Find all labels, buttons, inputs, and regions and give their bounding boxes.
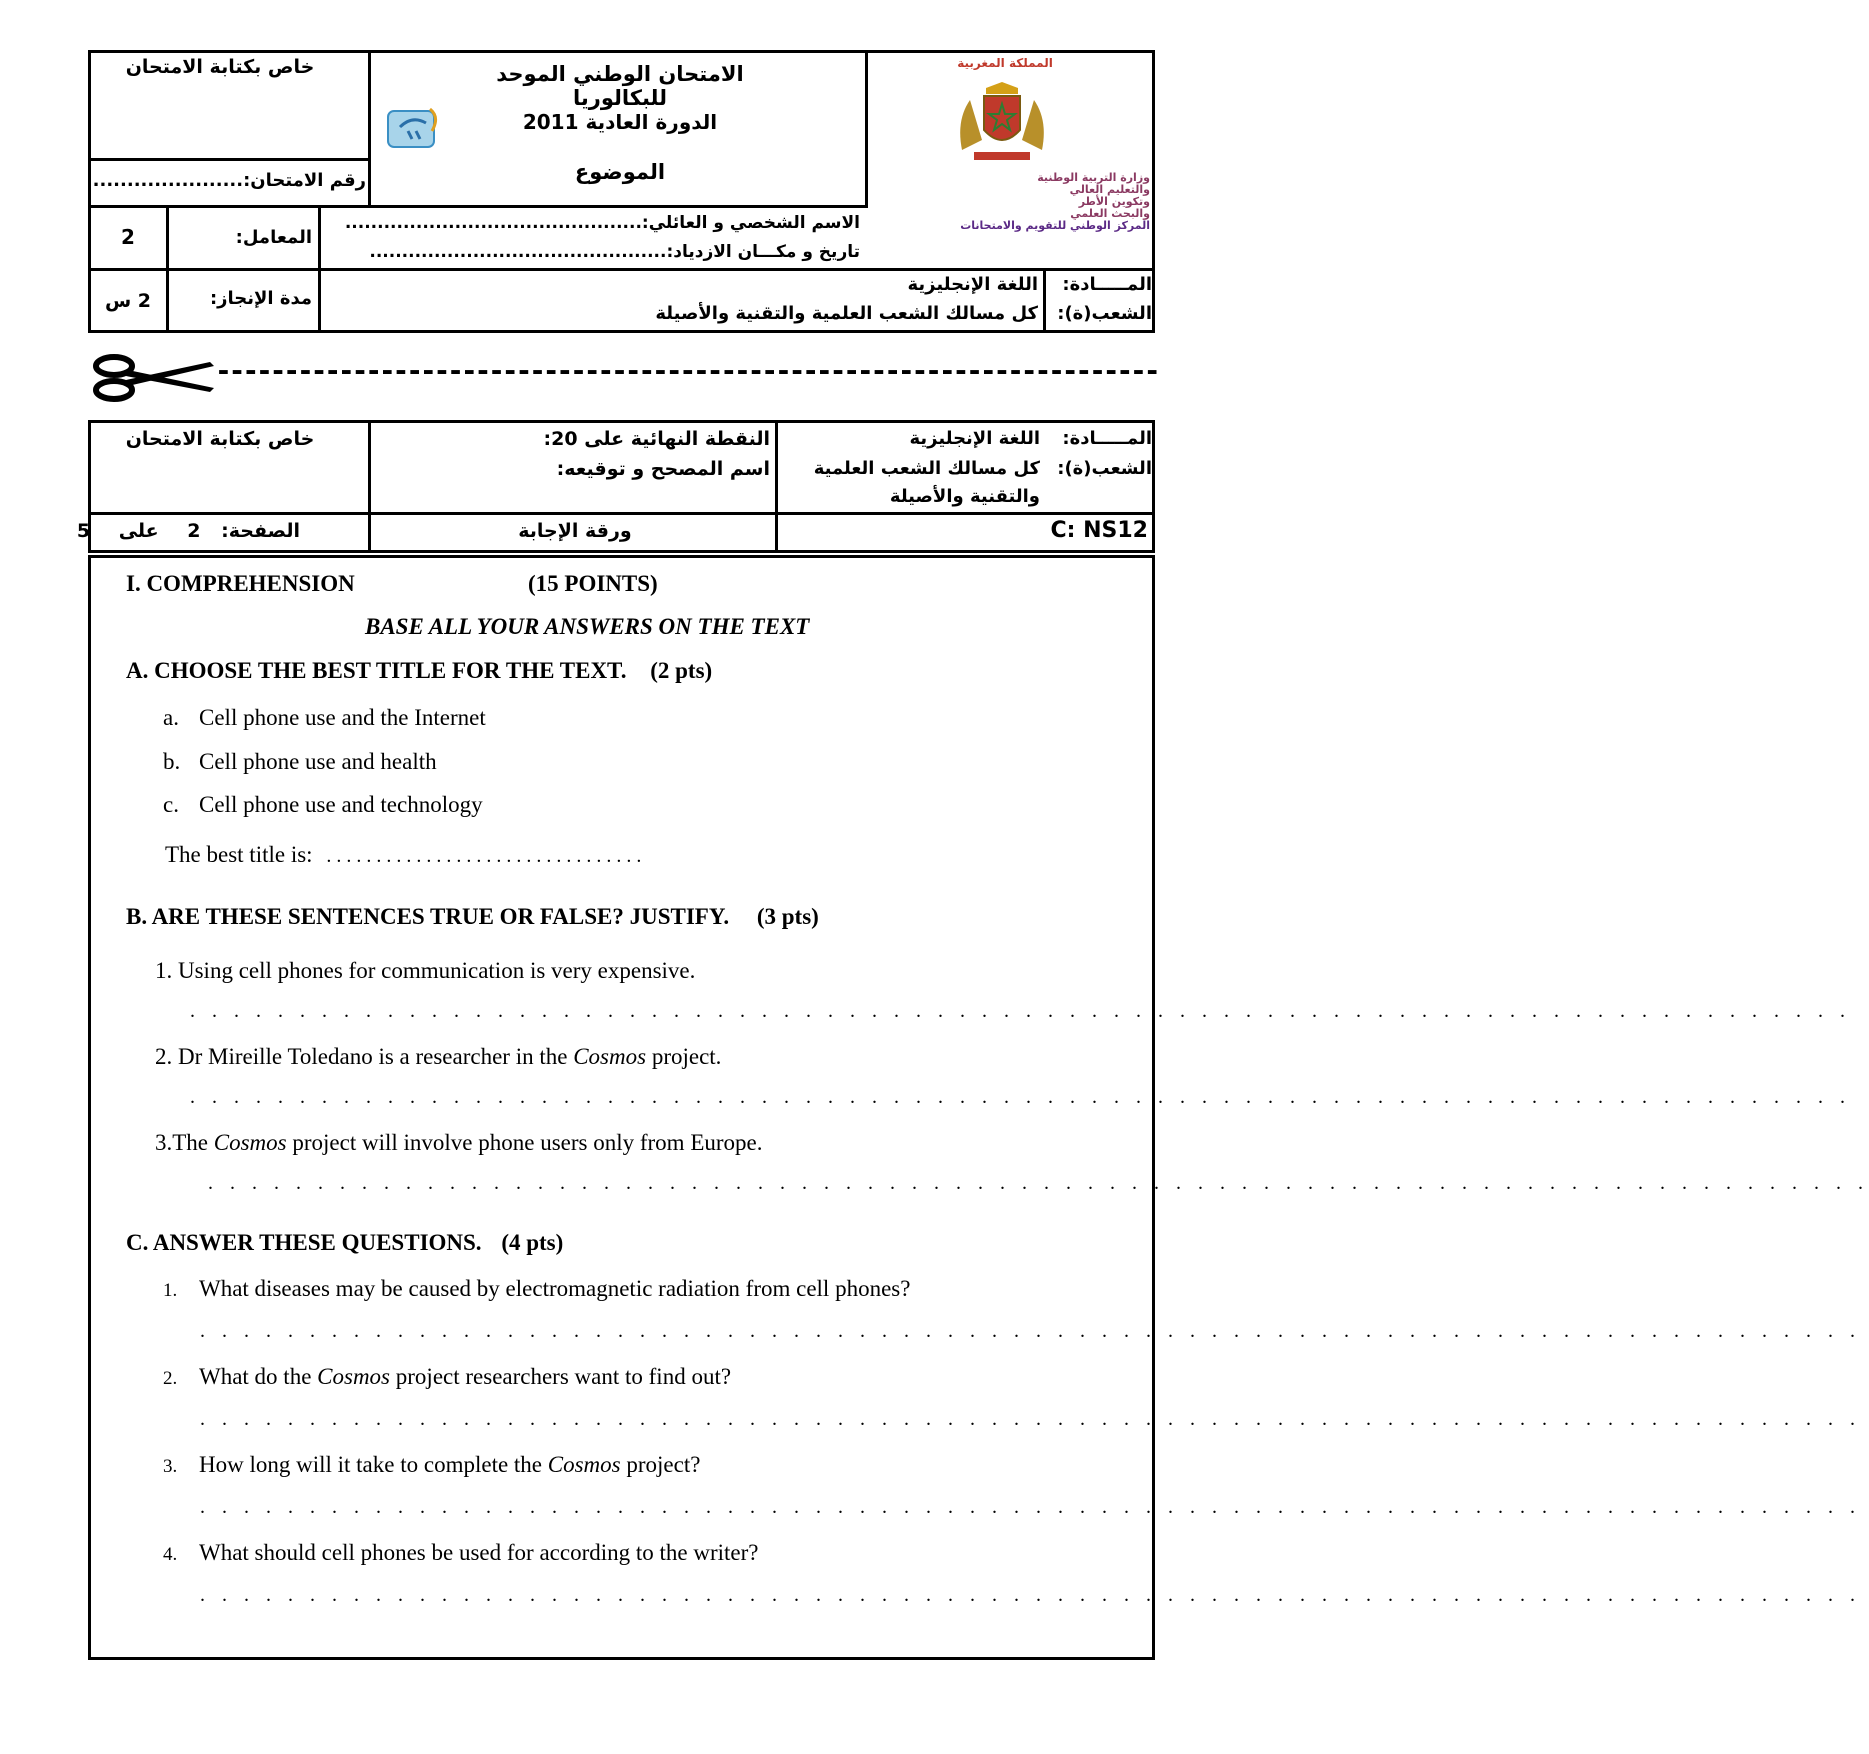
question-2 xyxy=(163,1364,731,1390)
question-em-3: Cosmos xyxy=(547,1452,621,1477)
tf-answer-line-1[interactable]: . . . . . . . . . . . . . . . . . . . . . . . . . . . . . . . . . . . . . . . . . . . . . . . . . . . . . . . . . . . . . . . . . . . . . . . . . . . . xyxy=(190,1000,1851,1022)
exam-number-field: رقم الامتحان:...................... xyxy=(92,170,366,191)
question-answer-line-2[interactable]: . . . . . . . . . . . . . . . . . . . . . . . . . . . . . . . . . . . . . . . . . . . . . . . . . . . . . . . . . . . . . . . . . . . . . . . . . . . . xyxy=(200,1408,1861,1430)
question-num-1: 1. xyxy=(163,1280,178,1301)
tf-em-2: Cosmos xyxy=(573,1044,647,1069)
subject-label: المـــــادة: xyxy=(1062,274,1152,295)
coefficient-value: 2 xyxy=(121,225,135,249)
part-c-title xyxy=(126,1230,563,1256)
best-title-prompt: The best title is: xyxy=(165,842,313,867)
part-a-points: (2 pts) xyxy=(650,658,713,683)
kingdom-label: المملكة المغربية xyxy=(957,56,1053,70)
question-num-4: 4. xyxy=(163,1544,178,1565)
tf-statement-1 xyxy=(155,958,695,984)
coefficient-label: المعامل: xyxy=(235,227,312,248)
exam-title: الامتحان الوطني الموحد للبكالوريا xyxy=(496,62,744,110)
instruction: BASE ALL YOUR ANSWERS ON THE TEXT xyxy=(365,614,810,639)
tf-num-1: 1. xyxy=(155,958,173,983)
part-b-points: (3 pts) xyxy=(756,904,819,929)
question-answer-line-3[interactable]: . . . . . . . . . . . . . . . . . . . . . . . . . . . . . . . . . . . . . . . . . . . . . . . . . . . . . . . . . . . . . . . . . . . . . . . . . . . . xyxy=(200,1496,1861,1518)
tf-num-3: 3. xyxy=(155,1130,173,1155)
answer-branch-label: الشعب(ة): xyxy=(1057,458,1152,479)
answer-subject-value: اللغة الإنجليزية xyxy=(909,428,1040,449)
part-a-title-text: A. CHOOSE THE BEST TITLE FOR THE TEXT. xyxy=(126,658,627,683)
answer-branch-value-2: والتقنية والأصيلة xyxy=(889,486,1040,507)
question-text-4: What should cell phones be used for according to the writer? xyxy=(199,1540,759,1565)
question-1 xyxy=(163,1276,910,1302)
part-b-title-text: B. ARE THESE SENTENCES TRUE OR FALSE? JUSTIFY. xyxy=(126,904,730,929)
exam-center-logo xyxy=(386,105,448,151)
exam-session: الدورة العادية 2011 xyxy=(522,110,718,134)
option-b[interactable] xyxy=(163,749,437,775)
page-of: على xyxy=(118,520,159,542)
branch-value: كل مسالك الشعب العلمية والتقنية والأصيلة xyxy=(655,303,1038,324)
question-3 xyxy=(163,1452,700,1478)
tf-post-2: project. xyxy=(646,1044,722,1069)
part-a-title xyxy=(126,658,712,684)
page-number: 2 xyxy=(187,520,201,542)
birth-field[interactable]: تاريخ و مكـــان الازدياد:.............................................. xyxy=(369,242,860,262)
section-title: I. COMPREHENSION xyxy=(126,571,355,596)
option-b-letter: b. xyxy=(163,749,181,774)
ministry-line-4: والبحث العلمي xyxy=(1070,207,1150,220)
ministry-line-2: والتعليم العالي xyxy=(1069,183,1150,196)
best-title-dots: . . . . . . . . . . . . . . . . . . . . . . . . . . . . . . . . xyxy=(326,845,642,867)
question-answer-line-1[interactable]: . . . . . . . . . . . . . . . . . . . . . . . . . . . . . . . . . . . . . . . . . . . . . . . . . . . . . . . . . . . . . . . . . . . . . . . . . . . . xyxy=(200,1320,1861,1342)
name-field[interactable]: الاسم الشخصي و العائلي:.............................................. xyxy=(344,213,860,233)
tf-text-1: Using cell phones for communication is very expensive. xyxy=(178,958,696,983)
best-title-answer[interactable] xyxy=(165,842,641,868)
question-4 xyxy=(163,1540,758,1566)
question-text-3: How long will it take to complete the xyxy=(199,1452,548,1477)
ministry-line-5: المركز الوطني للتقويم والامتحانات xyxy=(960,219,1150,232)
exam-code: C: NS12 xyxy=(1050,518,1148,543)
answer-branch-value-1: كل مسالك الشعب العلمية xyxy=(813,458,1040,479)
option-c[interactable] xyxy=(163,792,483,818)
corrector-field[interactable]: اسم المصحح و توقيعه: xyxy=(556,458,770,480)
branch-label: الشعب(ة): xyxy=(1057,303,1152,324)
section-points: (15 POINTS) xyxy=(528,571,658,596)
option-c-letter: c. xyxy=(163,792,179,817)
question-post-2: project researchers want to find out? xyxy=(390,1364,732,1389)
subject-word: الموضوع xyxy=(574,160,666,184)
tf-post-3: project will involve phone users only from Europe. xyxy=(286,1130,763,1155)
final-grade-field[interactable]: النقطة النهائية على 20: xyxy=(543,428,770,450)
question-text-1: What diseases may be caused by electromagnetic radiation from cell phones? xyxy=(199,1276,911,1301)
part-b-title xyxy=(126,904,819,930)
tf-em-3: Cosmos xyxy=(213,1130,287,1155)
option-c-text: Cell phone use and technology xyxy=(199,792,483,817)
option-a-text: Cell phone use and the Internet xyxy=(199,705,486,730)
cut-line: --------------------------------------------------------------------- xyxy=(215,354,1158,387)
part-c-title-text: C. ANSWER THESE QUESTIONS. xyxy=(126,1230,482,1255)
part-c-points: (4 pts) xyxy=(501,1230,564,1255)
question-post-3: project? xyxy=(620,1452,701,1477)
duration-value: 2 س xyxy=(104,290,152,312)
question-num-2: 2. xyxy=(163,1368,178,1389)
subject-value: اللغة الإنجليزية xyxy=(907,274,1038,295)
tf-text-2: Dr Mireille Toledano is a researcher in the xyxy=(178,1044,574,1069)
ministry-label xyxy=(885,172,1150,232)
option-a[interactable] xyxy=(163,705,486,731)
answer-exam-use-only-label: خاص بكتابة الامتحان xyxy=(125,428,315,450)
tf-answer-line-2[interactable]: . . . . . . . . . . . . . . . . . . . . . . . . . . . . . . . . . . . . . . . . . . . . . . . . . . . . . . . . . . . . . . . . . . . . . . . . . . . . xyxy=(190,1086,1851,1108)
page-label: الصفحة: xyxy=(221,520,300,542)
question-num-3: 3. xyxy=(163,1456,178,1477)
option-a-letter: a. xyxy=(163,705,179,730)
question-answer-line-4[interactable]: . . . . . . . . . . . . . . . . . . . . . . . . . . . . . . . . . . . . . . . . . . . . . . . . . . . . . . . . . . . . . . . . . . . . . . . . . . . . xyxy=(200,1584,1861,1606)
scissors-icon xyxy=(92,354,218,400)
answer-sheet-title: ورقة الإجابة xyxy=(518,520,632,542)
answer-subject-label: المـــــادة: xyxy=(1062,428,1152,449)
ministry-line-3: وتكوين الأطر xyxy=(1078,195,1150,208)
question-em-2: Cosmos xyxy=(317,1364,391,1389)
tf-answer-line-3[interactable]: . . . . . . . . . . . . . . . . . . . . . . . . . . . . . . . . . . . . . . . . . . . . . . . . . . . . . . . . . . . . . . . . . . . . . . . . . . . . xyxy=(208,1172,1869,1194)
coat-of-arms-icon xyxy=(952,80,1052,166)
page-total: 5 xyxy=(76,520,91,542)
option-b-text: Cell phone use and health xyxy=(199,749,437,774)
tf-statement-3 xyxy=(155,1130,763,1156)
tf-text-3: The xyxy=(172,1130,214,1155)
page-indicator xyxy=(76,520,360,548)
exam-use-only-label: خاص بكتابة الامتحان xyxy=(125,56,315,78)
tf-num-2: 2. xyxy=(155,1044,173,1069)
duration-label: مدة الإنجاز: xyxy=(209,288,312,309)
tf-statement-2 xyxy=(155,1044,721,1070)
ministry-line-1: وزارة التربية الوطنية xyxy=(1037,171,1150,184)
question-text-2: What do the xyxy=(199,1364,318,1389)
